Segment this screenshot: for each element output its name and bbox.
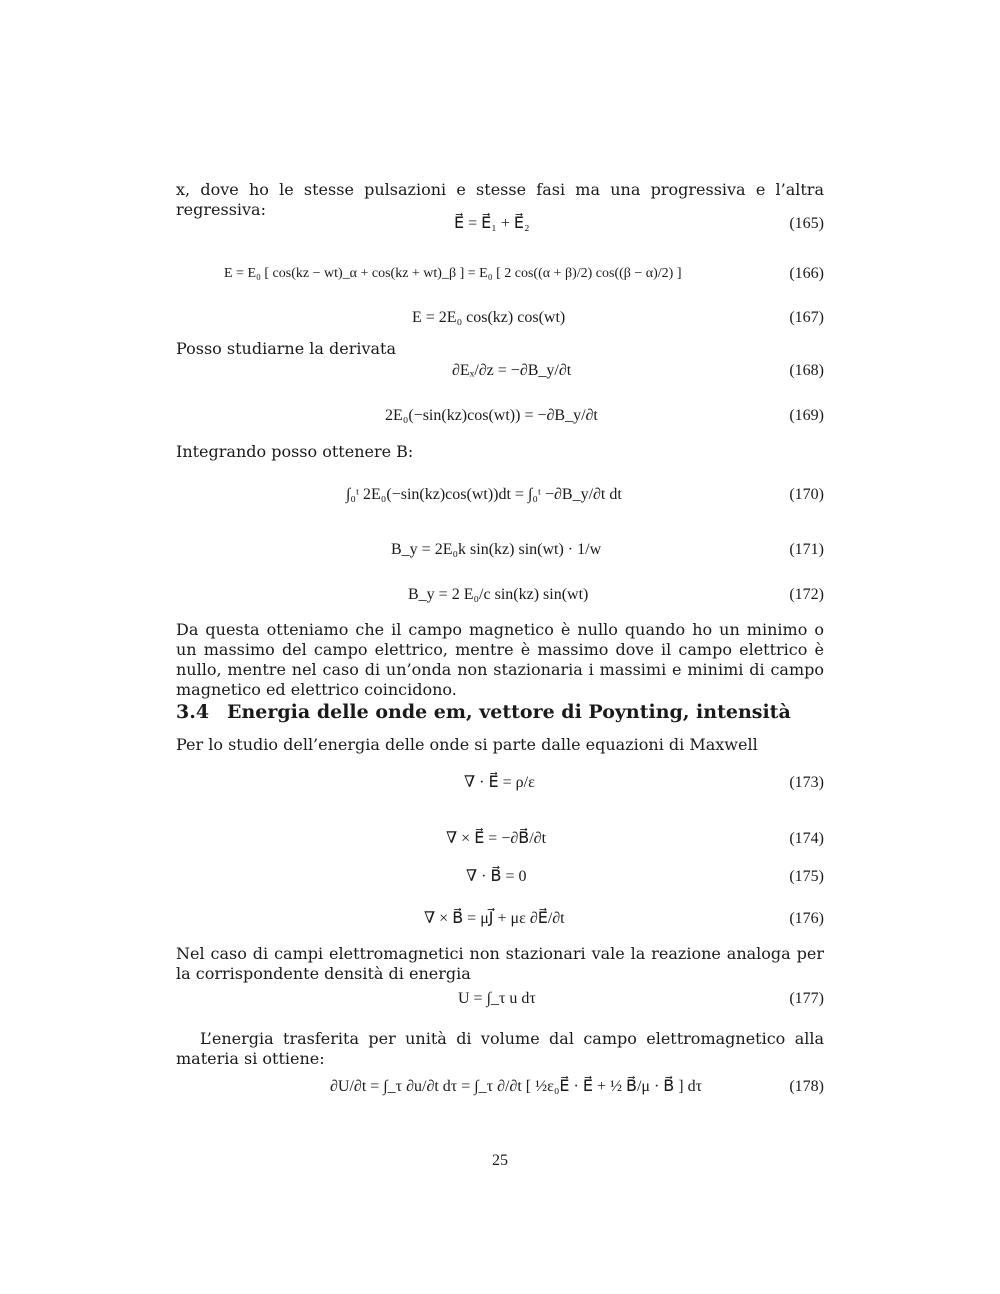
equation-content: E = E₀ [ cos(kz − wt)_α + cos(kz + wt)_β ] = E₀ [ 2 cos((α + β)/2) cos((β − α)/2) ] xyxy=(224,266,682,281)
equation xyxy=(176,581,824,609)
equation xyxy=(176,863,824,891)
equation-number: (166) xyxy=(789,265,824,282)
paragraph: Posso studiarne la derivata xyxy=(176,339,397,358)
equation-content: ∇ · E⃗ = ρ/ε xyxy=(464,774,535,791)
equation-number: (168) xyxy=(789,362,824,379)
equation-number: (174) xyxy=(789,830,824,847)
equation-number: (178) xyxy=(789,1078,824,1095)
section-title: Energia delle onde em, vettore di Poynting, intensità xyxy=(227,701,791,723)
equation-number: (175) xyxy=(789,868,824,885)
equation xyxy=(176,210,824,238)
equation xyxy=(176,769,824,797)
equation-content: ∇ × E⃗ = −∂B⃗/∂t xyxy=(446,830,547,847)
paragraph: Nel caso di campi elettromagnetici non stazionari vale la reazione analoga per la corrispondente densità di energia xyxy=(176,944,824,983)
section-number: 3.4 xyxy=(176,701,210,723)
equation-content: U = ∫_τ u dτ xyxy=(458,990,536,1007)
equation-content: ∇ · B⃗ = 0 xyxy=(466,868,527,885)
equation-number: (173) xyxy=(789,774,824,791)
equation-content: B_y = 2E₀k sin(kz) sin(wt) · 1/w xyxy=(391,541,602,558)
equation-number: (171) xyxy=(789,541,824,558)
section-heading xyxy=(176,701,791,723)
equation xyxy=(176,825,824,853)
equation xyxy=(176,481,824,509)
equation xyxy=(176,905,824,933)
equation xyxy=(176,357,824,385)
equation xyxy=(176,402,824,430)
equation-number: (172) xyxy=(789,586,824,603)
equation-number: (169) xyxy=(789,407,824,424)
equation xyxy=(176,260,824,288)
equation-content: ∂Eₓ/∂z = −∂B_y/∂t xyxy=(452,362,572,379)
equation-content: B_y = 2 E₀/c sin(kz) sin(wt) xyxy=(408,586,589,603)
paragraph: Per lo studio dell’energia delle onde si parte dalle equazioni di Maxwell xyxy=(176,735,758,754)
paragraph: Integrando posso ottenere B: xyxy=(176,442,414,461)
equation-content: E⃗ = E⃗₁ + E⃗₂ xyxy=(454,215,530,232)
equation-content: ∂U/∂t = ∫_τ ∂u/∂t dτ = ∫_τ ∂/∂t [ ½ε₀E⃗ · E⃗ + ½ B⃗/μ · B⃗ ] dτ xyxy=(330,1078,703,1095)
equation-number: (176) xyxy=(789,910,824,927)
equation xyxy=(176,985,824,1013)
equation xyxy=(176,536,824,564)
paragraph: L’energia trasferita per unità di volume dal campo elettromagnetico alla materia si ottiene: xyxy=(176,1029,824,1068)
equation-content: E = 2E₀ cos(kz) cos(wt) xyxy=(412,309,566,326)
equation-content: ∫₀ᵗ 2E₀(−sin(kz)cos(wt))dt = ∫₀ᵗ −∂B_y/∂t dt xyxy=(346,486,622,503)
equation xyxy=(176,1073,824,1101)
equation-content: ∇ × B⃗ = μJ⃗ + με ∂E⃗/∂t xyxy=(424,910,565,927)
equation-number: (167) xyxy=(789,309,824,326)
page-number: 25 xyxy=(492,1152,508,1169)
equation-number: (165) xyxy=(789,215,824,232)
equation-number: (170) xyxy=(789,486,824,503)
equation-content: 2E₀(−sin(kz)cos(wt)) = −∂B_y/∂t xyxy=(385,407,598,424)
paragraph: x, dove ho le stesse pulsazioni e stesse fasi ma una progressiva e l’altra regressiva: xyxy=(176,180,824,219)
equation-number: (177) xyxy=(789,990,824,1007)
paragraph: Da questa otteniamo che il campo magnetico è nullo quando ho un minimo o un massimo del campo elettrico, mentre è massimo dove il campo elettrico è nullo, mentre nel caso di un’onda non stazionaria i massimi e minimi di campo magnetico ed elettrico coincidono. xyxy=(176,620,824,699)
equation xyxy=(176,304,824,332)
